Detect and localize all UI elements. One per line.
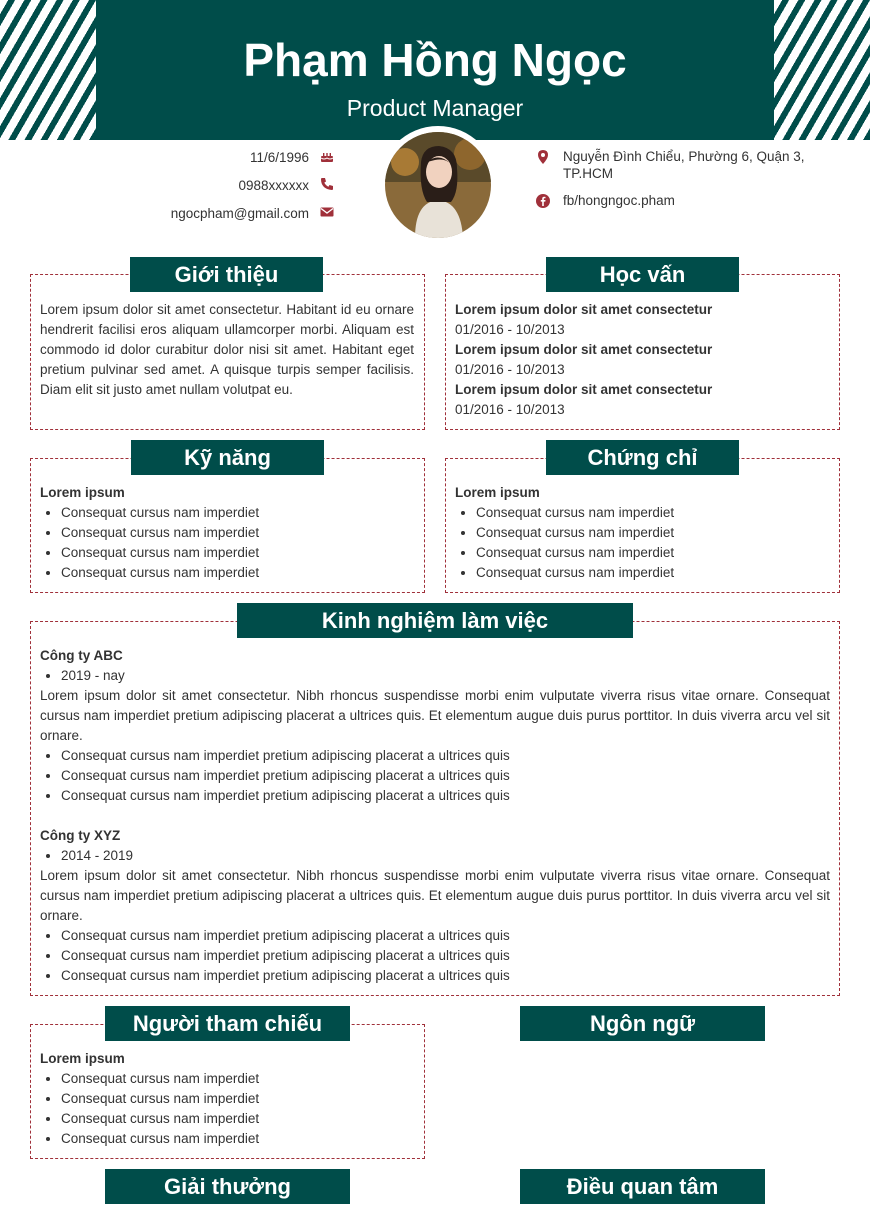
interests-title: Điều quan tâm [520, 1169, 765, 1204]
email-text: ngocpham@gmail.com [170, 206, 309, 221]
job-company: Công ty XYZ [40, 828, 121, 843]
contact-birthday [171, 147, 335, 175]
phone-text: 0988xxxxxx [238, 178, 309, 193]
list-item: • Consequat cursus nam imperdiet [61, 1089, 415, 1109]
decorative-stripes-right [774, 0, 870, 140]
address-text: Nguyễn Đình Chiểu, Phường 6, Quận 3, TP.HCM [563, 149, 805, 181]
list-item: • Consequat cursus nam imperdiet pretium adipiscing placerat a ultrices quis [61, 766, 830, 786]
birthday-text: 11/6/1996 [249, 150, 309, 165]
skills-content [40, 483, 415, 583]
list-item: • Consequat cursus nam imperdiet [476, 543, 830, 563]
list-item: • Consequat cursus nam imperdiet pretium adipiscing placerat a ultrices quis [61, 966, 830, 986]
list-item: • Consequat cursus nam imperdiet [61, 523, 415, 543]
list-item: • Consequat cursus nam imperdiet [476, 523, 830, 543]
phone-icon [319, 176, 335, 192]
list-item: • Consequat cursus nam imperdiet pretium adipiscing placerat a ultrices quis [61, 786, 830, 806]
location-pin-icon [535, 149, 551, 165]
cake-icon [319, 148, 335, 164]
job-description: Lorem ipsum dolor sit amet consectetur. Nibh rhoncus suspendisse morbi enim vulputate viverra risus vitae ornare. Consequat cursus nam imperdiet pretium adipiscing placerat a ultrices quis. Et elementum augue duis purus porttitor. In duis viverra arcu vel sit ornare. [40, 868, 830, 923]
list-item: • Consequat cursus nam imperdiet pretium adipiscing placerat a ultrices quis [61, 946, 830, 966]
education-item-date: 01/2016 - 10/2013 [455, 362, 565, 377]
education-item-date: 01/2016 - 10/2013 [455, 402, 565, 417]
job-period-list [40, 846, 830, 866]
education-title: Học vấn [546, 257, 739, 292]
list-item: • Consequat cursus nam imperdiet [61, 503, 415, 523]
list-item: • Consequat cursus nam imperdiet [476, 503, 830, 523]
education-item-name: Lorem ipsum dolor sit amet consectetur [455, 342, 713, 357]
avatar [379, 126, 497, 244]
candidate-title: Product Manager [346, 95, 524, 121]
contact-email [171, 203, 335, 231]
experience-content [40, 646, 830, 986]
awards-title: Giải thưởng [105, 1169, 350, 1204]
job-bullets [40, 926, 830, 986]
job-company: Công ty ABC [40, 648, 123, 663]
intro-text: Lorem ipsum dolor sit amet consectetur. Habitant id eu ornare hendrerit facilisi eros aliquam ullamcorper morbi. Aliquam est commodo id dolor curabitur dolor nisi sit amet. Habitant eget pretium pulvinar sed amet. A quisque turpis semper facilisis. Diam elit sit justo amet nullam volutpat eu. [40, 302, 414, 397]
avatar-photo [385, 132, 491, 238]
certificates-title: Chứng chỉ [546, 440, 739, 475]
references-title: Người tham chiếu [105, 1006, 350, 1041]
intro-title: Giới thiệu [130, 257, 323, 292]
skills-list [40, 503, 415, 583]
certificates-heading: Lorem ipsum [455, 485, 540, 500]
skills-title: Kỹ năng [131, 440, 324, 475]
list-item: • Consequat cursus nam imperdiet [61, 1109, 415, 1129]
contact-phone [171, 175, 335, 203]
references-heading: Lorem ipsum [40, 1051, 125, 1066]
contact-left [171, 147, 335, 231]
references-content [40, 1049, 415, 1149]
job-period-list [40, 666, 830, 686]
experience-title: Kinh nghiệm làm việc [237, 603, 633, 638]
skills-heading: Lorem ipsum [40, 485, 125, 500]
header-banner [96, 0, 774, 140]
languages-title: Ngôn ngữ [520, 1006, 765, 1041]
list-item: • Consequat cursus nam imperdiet [61, 1129, 415, 1149]
job-entry [40, 826, 830, 986]
references-list [40, 1069, 415, 1149]
job-description: Lorem ipsum dolor sit amet consectetur. Nibh rhoncus suspendisse morbi enim vulputate viverra risus vitae ornare. Consequat cursus nam imperdiet pretium adipiscing placerat a ultrices quis. Et elementum augue duis purus porttitor. In duis viverra arcu vel sit ornare. [40, 688, 830, 743]
candidate-name: Phạm Hồng Ngọc [243, 34, 627, 86]
education-item-name: Lorem ipsum dolor sit amet consectetur [455, 302, 713, 317]
list-item: • Consequat cursus nam imperdiet [61, 563, 415, 583]
education-item-date: 01/2016 - 10/2013 [455, 322, 565, 337]
education-content [455, 300, 830, 420]
list-item: • Consequat cursus nam imperdiet [61, 543, 415, 563]
list-item: • Consequat cursus nam imperdiet [61, 1069, 415, 1089]
intro-content [40, 300, 414, 400]
decorative-stripes-left [0, 0, 96, 140]
job-entry [40, 646, 830, 806]
certificates-content [455, 483, 830, 583]
education-item-name: Lorem ipsum dolor sit amet consectetur [455, 382, 713, 397]
facebook-icon [535, 193, 551, 209]
job-period: • 2014 - 2019 [61, 846, 830, 866]
list-item: • Consequat cursus nam imperdiet [476, 563, 830, 583]
list-item: • Consequat cursus nam imperdiet pretium adipiscing placerat a ultrices quis [61, 926, 830, 946]
contact-right [535, 148, 835, 219]
mail-icon [319, 204, 335, 220]
certificates-list [455, 503, 830, 583]
list-item: • Consequat cursus nam imperdiet pretium adipiscing placerat a ultrices quis [61, 746, 830, 766]
contact-facebook [535, 192, 835, 209]
job-bullets [40, 746, 830, 806]
facebook-text: fb/hongngoc.pham [563, 193, 675, 208]
contact-address [535, 148, 835, 182]
job-period: • 2019 - nay [61, 666, 830, 686]
